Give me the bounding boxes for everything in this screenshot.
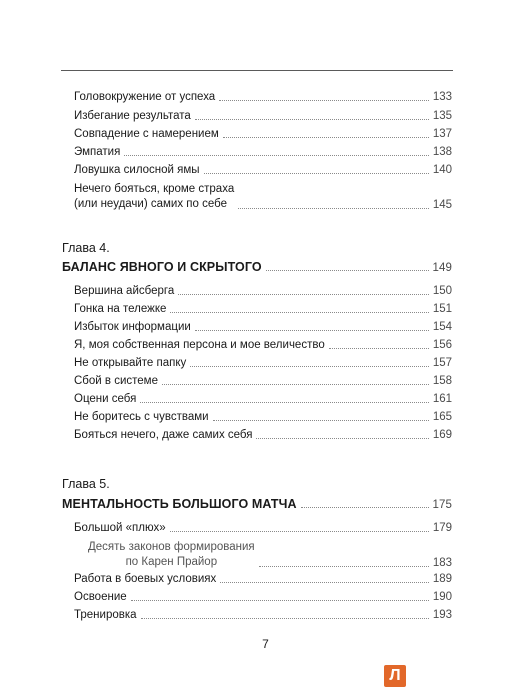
leader-dots [259, 566, 429, 567]
toc-entry-label: Большой «плюх» [74, 522, 166, 534]
toc-entry-label: Бояться нечего, даже самих себя [74, 429, 253, 441]
toc-entry[interactable] [62, 410, 452, 424]
toc-entry-label [88, 540, 255, 570]
toc-entry[interactable] [62, 320, 452, 334]
toc-entry-label: Не открывайте папку [74, 357, 187, 369]
chapter-5-page: 175 [432, 499, 452, 511]
toc-entry-page: 165 [432, 411, 452, 423]
toc-entry-label: Не боритесь с чувствами [74, 411, 209, 423]
toc-entry-label: Тренировка [74, 609, 137, 621]
toc-entry-page: 179 [432, 522, 452, 534]
page-number: 7 [262, 637, 269, 651]
leader-dots [124, 155, 428, 156]
toc-entry-label: Оцени себя [74, 393, 137, 405]
toc-entry-page: 154 [432, 321, 452, 333]
toc-entry-label [74, 182, 234, 212]
toc-entry-page: 183 [432, 557, 452, 569]
chapter-4-label: Глава 4. [62, 241, 110, 255]
toc-entry[interactable] [62, 374, 452, 388]
publisher-logo-icon: Л [384, 665, 406, 687]
leader-dots [238, 208, 429, 209]
toc-entry-label: Совпадение с намерением [74, 128, 219, 140]
leader-dots [195, 119, 429, 120]
toc-entry[interactable] [62, 90, 452, 104]
toc-entry[interactable] [62, 572, 452, 586]
toc-entry[interactable] [62, 145, 452, 159]
leader-dots [178, 294, 429, 295]
toc-entry-label-line: (или неудачи) самих по себе [74, 198, 227, 210]
toc-entry[interactable] [62, 338, 452, 352]
chapter-5-label: Глава 5. [62, 477, 110, 491]
toc-entry-label: Ловушка силосной ямы [74, 164, 200, 176]
leader-dots [170, 312, 428, 313]
leader-dots [256, 438, 428, 439]
top-rule [61, 70, 453, 71]
leader-dots [131, 600, 429, 601]
leader-dots [213, 420, 429, 421]
leader-dots [204, 173, 429, 174]
leader-dots [162, 384, 429, 385]
toc-entry[interactable] [62, 590, 452, 604]
chapter-4-title-row[interactable] [62, 260, 452, 274]
toc-entry[interactable] [62, 521, 452, 535]
toc-entry-page: 150 [432, 285, 452, 297]
chapter-4-page: 149 [432, 262, 452, 274]
leader-dots [190, 366, 429, 367]
toc-entry[interactable] [62, 392, 452, 406]
toc-entry-page: 137 [432, 128, 452, 140]
toc-entry-label: Сбой в системе [74, 375, 158, 387]
toc-entry[interactable] [62, 182, 452, 212]
toc-entry-page: 156 [432, 339, 452, 351]
leader-dots [140, 402, 428, 403]
toc-entry[interactable] [62, 608, 452, 622]
toc-entry-label: Гонка на тележке [74, 303, 167, 315]
toc-entry-page: 145 [432, 199, 452, 211]
leader-dots [329, 348, 429, 349]
toc-entry-label: Работа в боевых условиях [74, 573, 217, 585]
chapter-4-title: БАЛАНС ЯВНОГО И СКРЫТОГО [62, 260, 262, 274]
leader-dots [195, 330, 429, 331]
toc-entry-page: 189 [432, 573, 452, 585]
toc-entry[interactable] [62, 428, 452, 442]
toc-entry-label: Я, моя собственная персона и мое величество [74, 339, 325, 351]
toc-entry-page: 133 [432, 91, 452, 103]
toc-entry-label-line: по Карен Прайор [125, 556, 218, 568]
toc-entry-page: 161 [432, 393, 452, 405]
leader-dots [141, 618, 429, 619]
leader-dots [220, 582, 429, 583]
toc-entry-label: Освоение [74, 591, 127, 603]
toc-subentry[interactable] [62, 540, 452, 570]
leader-dots [219, 100, 429, 101]
toc-entry[interactable] [62, 284, 452, 298]
chapter-5-title-row[interactable] [62, 497, 452, 511]
leader-dots [266, 270, 429, 271]
toc-entry-page: 140 [432, 164, 452, 176]
toc-entry-label: Избегание результата [74, 110, 191, 122]
leader-dots [301, 507, 429, 508]
toc-entry-page: 169 [432, 429, 452, 441]
toc-entry-label: Избыток информации [74, 321, 191, 333]
toc-entry[interactable] [62, 302, 452, 316]
leader-dots [223, 137, 429, 138]
toc-entry-page: 135 [432, 110, 452, 122]
chapter-5-title: МЕНТАЛЬНОСТЬ БОЛЬШОГО МАТЧА [62, 497, 297, 511]
toc-entry-page: 193 [432, 609, 452, 621]
toc-entry-label: Головокружение от успеха [74, 91, 216, 103]
toc-entry-page: 158 [432, 375, 452, 387]
toc-entry[interactable] [62, 356, 452, 370]
toc-entry-page: 151 [432, 303, 452, 315]
toc-entry-page: 190 [432, 591, 452, 603]
toc-entry-label-line: Десять законов формирования [88, 541, 255, 553]
toc-entry[interactable] [62, 127, 452, 141]
toc-entry[interactable] [62, 109, 452, 123]
leader-dots [170, 531, 429, 532]
toc-entry-label-line: Нечего бояться, кроме страха [74, 183, 235, 195]
toc-entry-label: Вершина айсберга [74, 285, 175, 297]
toc-entry-label: Эмпатия [74, 146, 121, 158]
toc-entry-page: 157 [432, 357, 452, 369]
toc-entry-page: 138 [432, 146, 452, 158]
toc-entry[interactable] [62, 163, 452, 177]
